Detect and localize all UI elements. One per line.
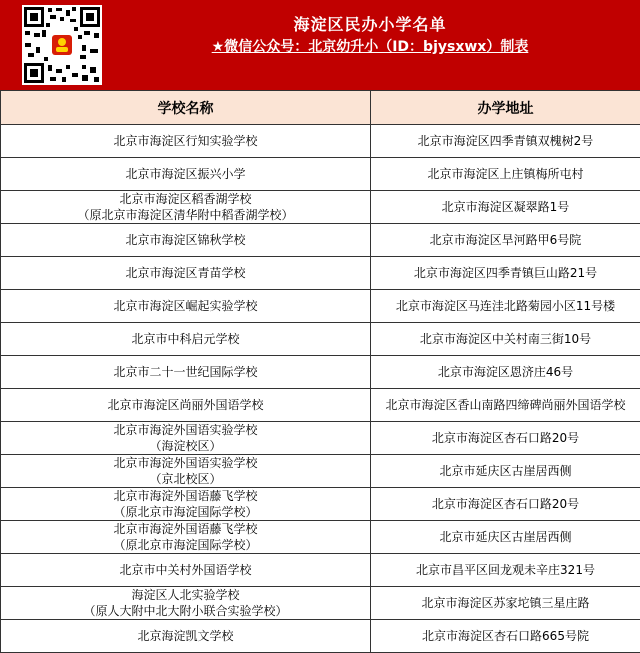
table-row <box>1 191 640 224</box>
school-name-line: 海淀区人北实验学校 <box>3 587 368 603</box>
school-name-cell <box>1 125 371 158</box>
school-name-line: 北京市二十一世纪国际学校 <box>3 364 368 380</box>
column-header-school-name: 学校名称 <box>1 91 371 125</box>
address-cell: 北京市海淀区凝翠路1号 <box>371 191 640 224</box>
address-cell: 北京市海淀区马连洼北路菊园小区11号楼 <box>371 290 640 323</box>
table-header-row <box>1 91 640 125</box>
school-name-line: 北京市中科启元学校 <box>3 331 368 347</box>
address-cell: 北京市海淀区香山南路四缔碑尚丽外国语学校 <box>371 389 640 422</box>
school-name-cell <box>1 323 371 356</box>
address-cell: 北京市昌平区回龙观未辛庄321号 <box>371 554 640 587</box>
school-name-cell <box>1 422 371 455</box>
address-cell: 北京市海淀区四季青镇巨山路21号 <box>371 257 640 290</box>
page-title: 海淀区民办小学名单 <box>110 14 630 36</box>
school-name-cell <box>1 389 371 422</box>
school-name-line: （海淀校区） <box>3 438 368 454</box>
column-header-address: 办学地址 <box>371 91 640 125</box>
school-name-line: （原北京市海淀区清华附中稻香湖学校） <box>3 207 368 223</box>
school-name-line: 北京市海淀外国语实验学校 <box>3 422 368 438</box>
school-name-line: （原北京市海淀国际学校） <box>3 537 368 553</box>
table-row <box>1 257 640 290</box>
school-name-cell <box>1 224 371 257</box>
school-name-cell <box>1 455 371 488</box>
address-cell: 北京市海淀区苏家坨镇三星庄路 <box>371 587 640 620</box>
qr-code-icon <box>22 5 102 85</box>
table-row <box>1 455 640 488</box>
school-name-line: 北京市中关村外国语学校 <box>3 562 368 578</box>
school-name-line: （原人大附中北大附小联合实验学校） <box>3 603 368 619</box>
table-row <box>1 620 640 653</box>
table-row <box>1 158 640 191</box>
school-name-cell <box>1 290 371 323</box>
school-name-line: 北京市海淀区崛起实验学校 <box>3 298 368 314</box>
address-cell: 北京市海淀区四季青镇双槐树2号 <box>371 125 640 158</box>
school-name-line: 北京市海淀区行知实验学校 <box>3 133 368 149</box>
address-cell: 北京市海淀区恩济庄46号 <box>371 356 640 389</box>
table-row <box>1 422 640 455</box>
school-name-line: 北京市海淀区尚丽外国语学校 <box>3 397 368 413</box>
school-name-line: 北京市海淀外国语藤飞学校 <box>3 488 368 504</box>
table-row <box>1 290 640 323</box>
school-name-cell <box>1 587 371 620</box>
address-cell: 北京市海淀区旱河路甲6号院 <box>371 224 640 257</box>
school-name-cell <box>1 356 371 389</box>
table-row <box>1 521 640 554</box>
header-text <box>110 14 630 58</box>
table-row <box>1 323 640 356</box>
school-table <box>0 90 640 653</box>
table-row <box>1 587 640 620</box>
school-name-line: （京北校区） <box>3 471 368 487</box>
address-cell: 北京市海淀区杏石口路665号院 <box>371 620 640 653</box>
table-row <box>1 488 640 521</box>
school-name-line: 北京市海淀区锦秋学校 <box>3 232 368 248</box>
address-cell: 北京市延庆区古崖居西侧 <box>371 521 640 554</box>
school-name-line: 北京市海淀区青苗学校 <box>3 265 368 281</box>
table-row <box>1 224 640 257</box>
school-name-line: 北京市海淀外国语藤飞学校 <box>3 521 368 537</box>
school-name-line: 北京市海淀外国语实验学校 <box>3 455 368 471</box>
school-name-line: 北京市海淀区振兴小学 <box>3 166 368 182</box>
table-row <box>1 554 640 587</box>
school-name-cell <box>1 191 371 224</box>
table-row <box>1 356 640 389</box>
school-name-cell <box>1 257 371 290</box>
address-cell: 北京市延庆区古崖居西侧 <box>371 455 640 488</box>
school-name-line: 北京海淀凯文学校 <box>3 628 368 644</box>
school-name-line: （原北京市海淀国际学校） <box>3 504 368 520</box>
address-cell: 北京市海淀区杏石口路20号 <box>371 422 640 455</box>
school-name-cell <box>1 554 371 587</box>
school-name-cell <box>1 158 371 191</box>
address-cell: 北京市海淀区杏石口路20号 <box>371 488 640 521</box>
school-name-line: 北京市海淀区稻香湖学校 <box>3 191 368 207</box>
school-name-cell <box>1 488 371 521</box>
school-name-cell <box>1 521 371 554</box>
page-subtitle: ★微信公众号：北京幼升小（ID：bjysxwx）制表 <box>110 36 630 58</box>
school-name-cell <box>1 620 371 653</box>
table-row <box>1 389 640 422</box>
page-header <box>0 0 640 90</box>
table-row <box>1 125 640 158</box>
address-cell: 北京市海淀区上庄镇梅所屯村 <box>371 158 640 191</box>
address-cell: 北京市海淀区中关村南三街10号 <box>371 323 640 356</box>
